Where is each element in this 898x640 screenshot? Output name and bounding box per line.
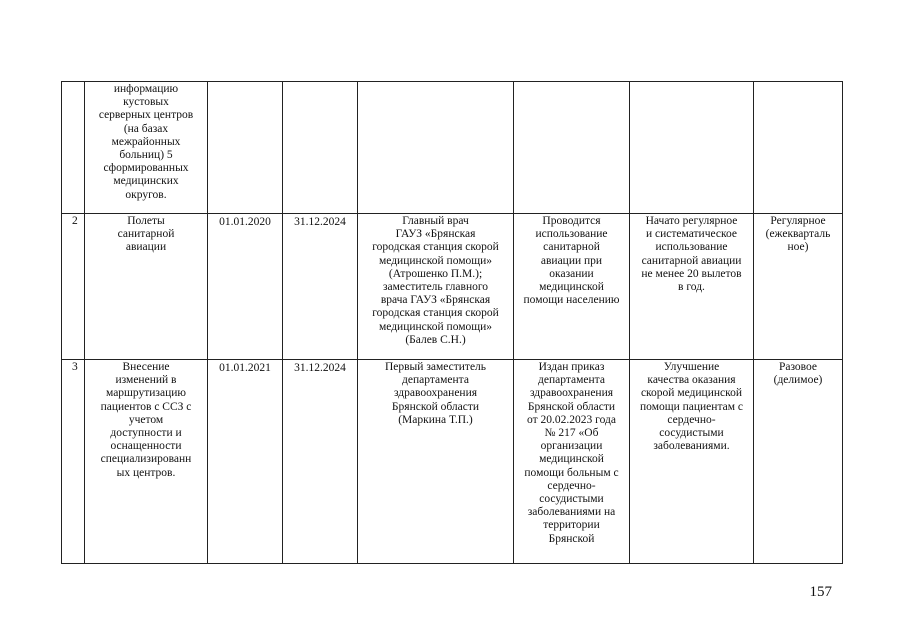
- event-cell: [85, 82, 208, 214]
- type-cell: [754, 214, 843, 360]
- row-number: 3: [72, 361, 78, 373]
- end-date: 31.12.2024: [294, 362, 346, 374]
- event-cell: [85, 214, 208, 360]
- indicator-cell: [630, 360, 754, 564]
- start-date: 01.01.2020: [219, 216, 271, 228]
- result-text: Издан приказ департамента здравоохранения Брянской области от 20.02.2023 года № 217 «Об организации медицинской помощи больным с сердечно- сосудистыми заболеваниями на территории Брянской: [524, 361, 619, 545]
- end-date-cell: [283, 214, 358, 360]
- responsible-cell: [358, 82, 514, 214]
- table-row: [62, 214, 843, 360]
- type-text: Регулярное (ежекварталь ное): [765, 215, 831, 254]
- end-date-cell: [283, 82, 358, 214]
- type-cell: [754, 82, 843, 214]
- row-number-cell: [62, 214, 85, 360]
- page-number: 157: [809, 584, 832, 600]
- indicator-cell: [630, 214, 754, 360]
- start-date: 01.01.2021: [219, 362, 271, 374]
- result-cell: [514, 82, 630, 214]
- table-row: [62, 82, 843, 214]
- responsible-cell: [358, 360, 514, 564]
- event-text: информацию кустовых серверных центров (на базах межрайонных больниц) 5 сформированных медицинских округов.: [98, 83, 194, 201]
- responsible-cell: [358, 214, 514, 360]
- event-cell: [85, 360, 208, 564]
- end-date-cell: [283, 360, 358, 564]
- indicator-text: Улучшение качества оказания скорой медицинской помощи пациентам с сердечно- сосудистыми заболеваниями.: [640, 361, 743, 453]
- measures-table: [61, 81, 843, 564]
- type-cell: [754, 360, 843, 564]
- row-number-cell: [62, 360, 85, 564]
- result-cell: [514, 360, 630, 564]
- start-date-cell: [208, 360, 283, 564]
- type-text: Разовое (делимое): [773, 361, 823, 387]
- event-text: Полеты санитарной авиации: [117, 215, 175, 254]
- end-date: 31.12.2024: [294, 216, 346, 228]
- start-date-cell: [208, 214, 283, 360]
- event-text: Внесение изменений в маршрутизацию пациентов с ССЗ с учетом доступности и оснащенности специализированн ых центров.: [100, 361, 192, 479]
- indicator-text: Начато регулярное и систематическое использование санитарной авиации не менее 20 вылетов в год.: [641, 215, 742, 294]
- result-cell: [514, 214, 630, 360]
- responsible-text: Главный врач ГАУЗ «Брянская городская станция скорой медицинской помощи» (Атрошенко П.М.); заместитель главного врача ГАУЗ «Брянская городская станция скорой медицинской помощи» (Балев С.Н.): [372, 215, 499, 346]
- table-row: [62, 360, 843, 564]
- indicator-cell: [630, 82, 754, 214]
- row-number: 2: [72, 215, 78, 227]
- responsible-text: Первый заместитель департамента здравоохранения Брянской области (Маркина Т.П.): [384, 361, 487, 426]
- result-text: Проводится использование санитарной авиации при оказании медицинской помощи населению: [523, 215, 620, 307]
- start-date-cell: [208, 82, 283, 214]
- row-number-cell: [62, 82, 85, 214]
